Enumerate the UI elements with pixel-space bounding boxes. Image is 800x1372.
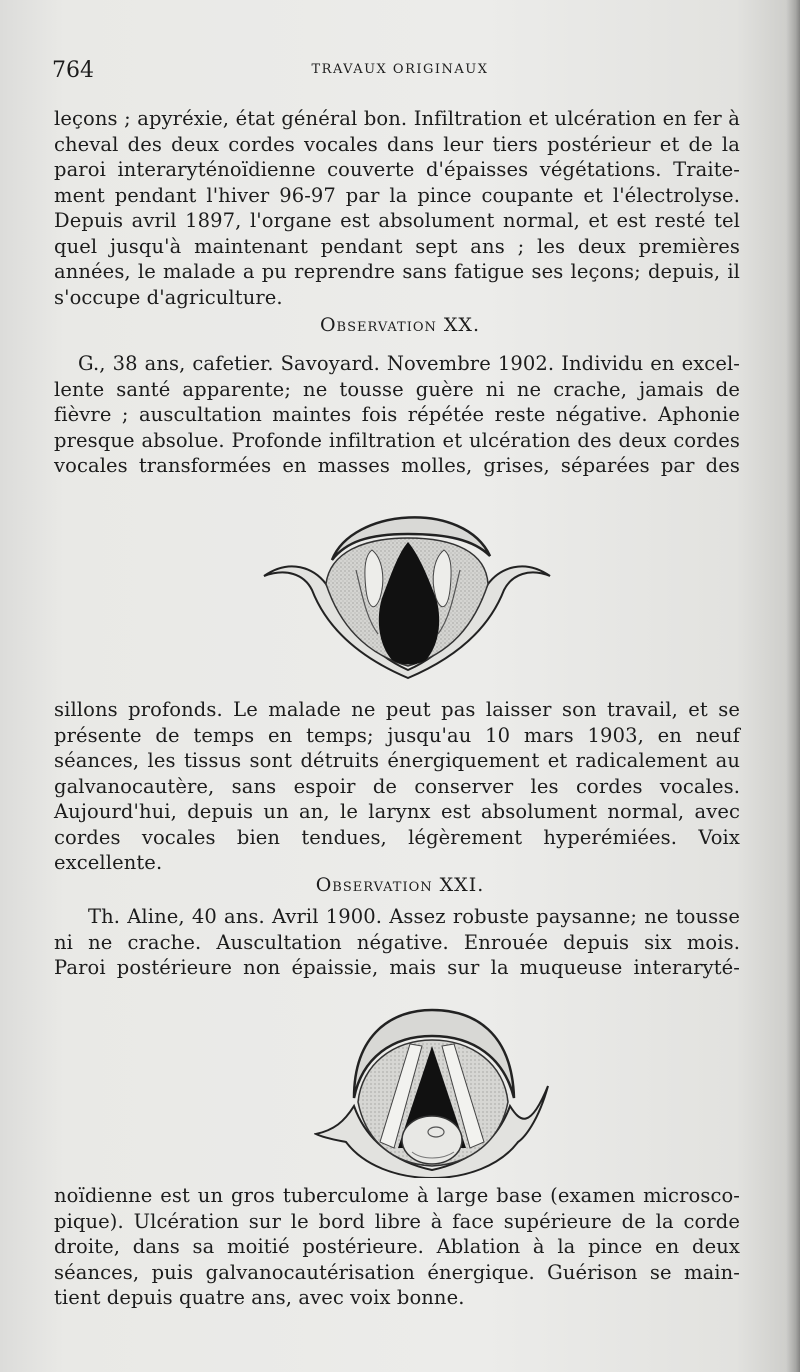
page-edge-shadow — [786, 0, 800, 1372]
text-line: Paroi postérieure non épaissie, mais sur la muqueuse interaryté- — [54, 956, 740, 979]
text-line: excellente. — [54, 851, 163, 874]
text-line: présente de temps en temps; jusqu'au 10 mars 1903, en neuf — [54, 723, 740, 747]
text-line: noïdienne est un gros tuberculome à large base (examen microsco- — [54, 1184, 740, 1207]
text-line: lente santé apparente; ne tousse guère ni ne crache, jamais de — [54, 377, 740, 401]
text-line: leçons ; apyréxie, état général bon. Infiltration et ulcération en fer à — [54, 107, 740, 130]
text-line: Depuis avril 1897, l'organe est absolument normal, et est resté tel — [54, 209, 740, 232]
running-head: TRAVAUX ORIGINAUX — [311, 62, 489, 77]
larynx-figure-observation-xx — [260, 494, 554, 684]
text-line: ment pendant l'hiver 96-97 par la pince coupante et l'électrolyse. — [54, 183, 740, 207]
text-line: paroi interaryténoïdienne couverte d'épaisses végétations. Traite- — [54, 158, 740, 181]
text-line: droite, dans sa moitié postérieure. Ablation à la pince en deux — [54, 1235, 740, 1258]
observation-xxi-heading: Observation XXI. — [315, 874, 485, 896]
larynx-figure-observation-xxi — [314, 1002, 550, 1178]
text-line: presque absolue. Profonde infiltration et ulcération des deux cordes — [54, 428, 740, 452]
text-line: vocales transformées en masses molles, grises, séparées par des — [54, 454, 740, 477]
paragraph-continuation — [54, 106, 740, 310]
text-line: séances, puis galvanocautérisation énergique. Guérison se main- — [54, 1260, 740, 1284]
text-line: cordes vocales bien tendues, légèrement hyperémiées. Voix — [54, 825, 740, 849]
text-line: pique). Ulcération sur le bord libre à face supérieure de la corde — [54, 1209, 740, 1233]
text-line: cheval des deux cordes vocales dans leur tiers postérieur et de la — [54, 132, 740, 156]
observation-xx-paragraph-1 — [54, 351, 740, 479]
text-line: sillons profonds. Le malade ne peut pas laisser son travail, et se — [54, 698, 740, 721]
text-line: fièvre ; auscultation maintes fois répétée reste négative. Aphonie — [54, 403, 740, 426]
text-line: années, le malade a pu reprendre sans fatigue ses leçons; depuis, il — [54, 260, 740, 283]
observation-xxi-paragraph-1 — [54, 904, 740, 981]
text-line: ni ne crache. Auscultation négative. Enrouée depuis six mois. — [54, 930, 740, 954]
text-line: Aujourd'hui, depuis un an, le larynx est absolument normal, avec — [54, 800, 740, 823]
observation-xxi-paragraph-2 — [54, 1183, 740, 1311]
text-line: séances, les tissus sont détruits énergiquement et radicalement au — [54, 749, 740, 772]
text-line: quel jusqu'à maintenant pendant sept ans ; les deux premières — [54, 234, 740, 258]
page-number: 764 — [52, 58, 94, 83]
text-line: Th. Aline, 40 ans. Avril 1900. Assez robuste paysanne; ne tousse — [88, 905, 740, 928]
observation-xx-paragraph-2 — [54, 697, 740, 876]
text-line: G., 38 ans, cafetier. Savoyard. Novembre 1902. Individu en excel- — [78, 352, 740, 375]
text-line: tient depuis quatre ans, avec voix bonne. — [54, 1286, 465, 1309]
text-line: galvanocautère, sans espoir de conserver les cordes vocales. — [54, 774, 740, 798]
text-line: s'occupe d'agriculture. — [54, 285, 283, 309]
observation-xx-heading: Observation XX. — [319, 314, 480, 336]
